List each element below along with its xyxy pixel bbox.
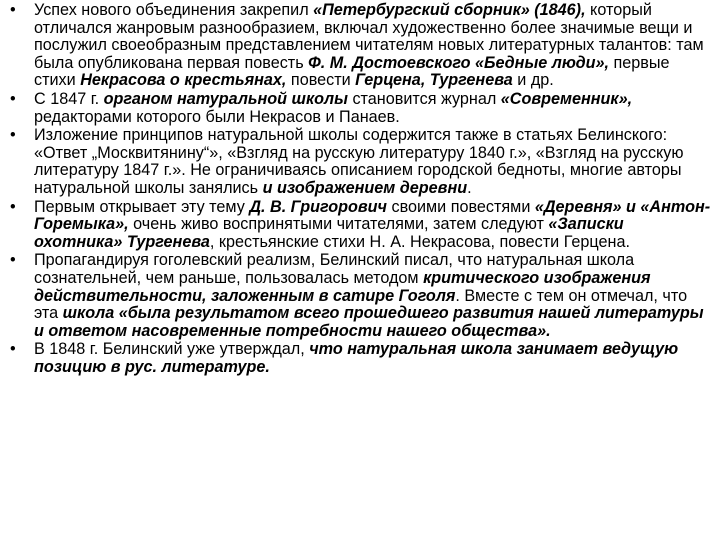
- text-segment: С 1847 г.: [34, 89, 104, 108]
- emphasis-text: Герцена, Тургенева: [355, 71, 513, 90]
- text-segment: повести: [286, 71, 356, 90]
- emphasis-text: «Петербургский сборник» (1846),: [313, 1, 586, 19]
- bullet-item: [10, 199, 712, 252]
- emphasis-text: критического изображения действительности, заложенным в сатире Гоголя: [34, 268, 651, 305]
- bullet-item: [10, 252, 712, 340]
- text-segment: Первым открывает эту тему: [34, 197, 250, 216]
- text-segment: В 1848 г. Белинский уже утверждал,: [34, 340, 310, 359]
- text-segment: . Вместе с тем он отмечал, что эта: [34, 286, 688, 323]
- emphasis-text: Некрасова о крестьянах,: [80, 71, 287, 90]
- text-segment: который отличался жанровым разнообразием, включал художественно более значимые вещи и послужил своеобразным представлением читателям новых литературных талантов: там была опубликована первая повесть: [34, 1, 704, 72]
- bullet-dot-icon: •: [10, 197, 16, 216]
- text-segment: и др.: [512, 71, 554, 90]
- emphasis-text: что натуральная школа занимает ведущую позицию в рус. литературе.: [34, 340, 679, 376]
- bullet-item: [10, 127, 712, 197]
- text-segment: очень живо воспринятыми читателями, затем следуют: [128, 215, 549, 234]
- emphasis-text: школа «была результатом всего прошедшего развития нашей литературы и ответом насовременные потребности нашего общества».: [34, 304, 704, 340]
- bullet-dot-icon: •: [10, 1, 16, 19]
- bullet-dot-icon: •: [10, 340, 16, 359]
- emphasis-text: Д. В. Григорович: [249, 197, 387, 216]
- text-segment: Пропагандируя гоголевский реализм, Белинский писал, что натуральная школа сознательней, чем раньше, пользовалась методом: [34, 251, 635, 287]
- text-segment: Успех нового объединения закрепил: [34, 1, 314, 19]
- text-segment: своими повестями: [387, 197, 535, 216]
- text-segment: .: [467, 178, 472, 197]
- bullet-item: [10, 341, 712, 376]
- emphasis-text: органом натуральной школы: [103, 89, 348, 108]
- emphasis-text: «Современник»,: [500, 89, 633, 108]
- bullet-dot-icon: •: [10, 126, 16, 145]
- bullet-list: [10, 2, 712, 376]
- text-segment: становится журнал: [347, 89, 501, 108]
- text-segment: , крестьянские стихи Н. А. Некрасова, повести Герцена.: [209, 232, 630, 251]
- bullet-dot-icon: •: [10, 251, 16, 270]
- emphasis-text: Ф. М. Достоевского «Бедные люди»,: [308, 53, 610, 72]
- emphasis-text: и изображением деревни: [262, 178, 468, 197]
- bullet-item: [10, 91, 712, 126]
- emphasis-text: «Деревня» и «Антон-Горемыка»,: [34, 197, 711, 234]
- text-segment: Изложение принципов натуральной школы содержится также в статьях Белинского: «Ответ „Москвитянину“», «Взгляд на русскую литературу 1840 г.», «Взгляд на русскую литературу 1847 г.». Не ограничиваясь описанием городской бедноты, многие авторы натуральной школы занялись: [34, 126, 684, 197]
- text-segment: редакторами которого были Некрасов и Панаев.: [34, 107, 400, 126]
- emphasis-text: «Записки охотника» Тургенева: [34, 215, 624, 251]
- text-segment: первые стихи: [34, 53, 670, 90]
- bullet-item: [10, 2, 712, 90]
- bullet-dot-icon: •: [10, 89, 16, 108]
